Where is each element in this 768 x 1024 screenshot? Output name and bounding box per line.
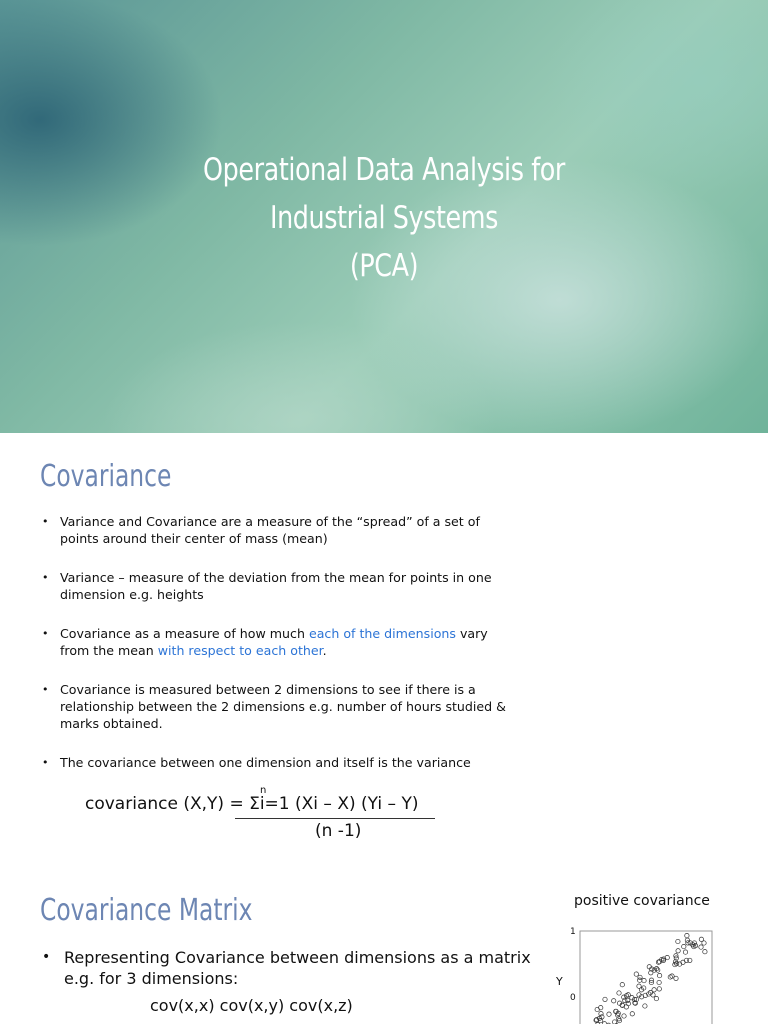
scatter-point: [642, 978, 646, 982]
covariance-matrix-slide: [0, 863, 768, 1024]
scatter-point: [617, 991, 621, 995]
scatter-point: [620, 983, 624, 987]
scatter-point: [682, 944, 686, 948]
scatter-point: [630, 1012, 634, 1016]
covariance-formula: [85, 785, 445, 848]
scatter-point: [603, 997, 607, 1001]
bullet-item: • Variance – measure of the deviation from the mean for points in one dimension e.g. heights: [40, 569, 510, 603]
covariance-heading: Covariance: [40, 459, 172, 494]
scatter-point: [643, 1004, 647, 1008]
bullet-item: • Variance and Covariance are a measure of the “spread” of a set of points around their center of mass (mean): [40, 513, 510, 547]
scatter-point: [657, 987, 661, 991]
scatter-points: [594, 933, 708, 1024]
slide-title: [138, 146, 630, 290]
scatter-point: [607, 1012, 611, 1016]
scatter-point: [634, 972, 638, 976]
scatter-point: [685, 933, 689, 937]
scatter-point: [626, 1001, 630, 1005]
matrix-bullet: • Representing Covariance between dimensions as a matrix e.g. for 3 dimensions:: [42, 948, 531, 988]
sum-upper-limit: n: [260, 785, 267, 796]
bullet-dot: •: [42, 949, 51, 965]
scatter-point: [676, 939, 680, 943]
scatter-point: [622, 1014, 626, 1018]
title-line-1: Operational Data Analysis for: [203, 152, 565, 188]
highlight-text: each of the dimensions: [308, 626, 456, 641]
scatter-point: [624, 1005, 628, 1009]
scatter-point: [657, 973, 661, 977]
y-axis-label: Y: [556, 975, 563, 988]
scatter-plot: [548, 921, 720, 1024]
covariance-matrix-heading: Covariance Matrix: [40, 893, 253, 928]
scatter-point: [684, 958, 688, 962]
scatter-point: [683, 950, 687, 954]
bullet-item: • Covariance as a measure of how much each of the dimensions vary from the mean with respect to each other.: [40, 625, 510, 659]
scatter-point: [654, 996, 658, 1000]
covariance-bullet-list: [40, 513, 510, 771]
bullet-item: • The covariance between one dimension and itself is the variance: [40, 754, 510, 771]
scatter-point: [699, 937, 703, 941]
scatter-point: [699, 945, 703, 949]
y-tick-top: 1: [570, 927, 576, 937]
highlight-text: with respect to each other: [157, 643, 323, 658]
title-slide: [0, 0, 768, 433]
scatter-point: [676, 949, 680, 953]
formula-denominator: (n -1): [315, 821, 362, 841]
covariance-slide: [0, 433, 768, 863]
scatter-title: positive covariance: [574, 893, 710, 909]
scatter-point: [599, 1006, 603, 1010]
title-line-3: (PCA): [349, 248, 419, 284]
bullet-item: • Covariance is measured between 2 dimensions to see if there is a relationship between the 2 dimensions e.g. number of hours studied & marks obtained.: [40, 681, 510, 732]
title-line-2: Industrial Systems: [270, 200, 498, 236]
y-tick-mid: 0: [570, 993, 576, 1003]
scatter-point: [657, 980, 661, 984]
scatter-point: [703, 950, 707, 954]
scatter-point: [674, 976, 678, 980]
scatter-point: [612, 999, 616, 1003]
scatter-point: [638, 978, 642, 982]
matrix-row: cov(x,x) cov(x,y) cov(x,z): [150, 996, 353, 1015]
scatter-point: [637, 984, 641, 988]
fraction-bar: [235, 818, 435, 819]
formula-numerator: covariance (X,Y) = Σi=1 (Xi – X) (Yi – Y): [85, 794, 419, 814]
